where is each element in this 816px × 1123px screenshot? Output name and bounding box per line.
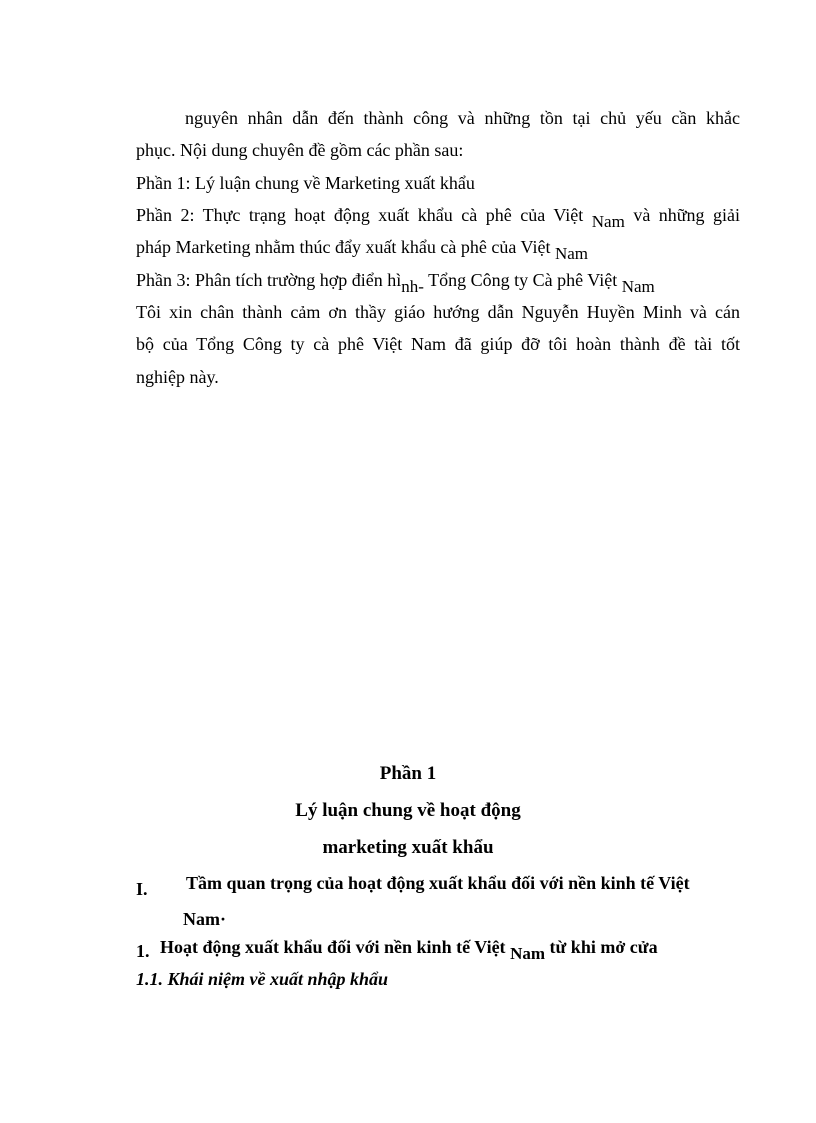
part-1-item: Phần 1: Lý luận chung về Marketing xuất khẩu [136,173,475,193]
section-number: I. [136,879,148,899]
section-title-line-1: Tầm quan trọng của hoạt động xuất khẩu đối với nền kinh tế Việt [186,873,690,893]
chapter-title-line-1: Lý luận chung về hoạt động [295,800,521,821]
intro-paragraph-line-1: nguyên nhân dẫn đến thành công và những tồn tại chủ yếu cần khắc [185,108,740,128]
chapter-title-line-2: marketing xuất khẩu [322,837,494,858]
thanks-paragraph-line-3: nghiệp này. [136,367,219,387]
chapter-heading: Phần 1 [379,763,437,784]
part-3-item: Phần 3: Phân tích trường hợp điển hình- Tổng Công ty Cà phê Việt Nam [136,270,655,296]
part-2-item-line-1: Phần 2: Thực trạng hoạt động xuất khẩu cà phê của Việt Nam và những giải [136,205,741,231]
subsection-number: 1. [136,941,150,961]
thanks-paragraph-line-2: bộ của Tổng Công ty cà phê Việt Nam đã giúp đỡ tôi hoàn thành đề tài tốt [136,334,740,354]
part-2-item-line-2: pháp Marketing nhằm thúc đẩy xuất khẩu cà phê của Việt Nam [136,237,588,263]
thanks-paragraph-line-1: Tôi xin chân thành cảm ơn thầy giáo hướng dẫn Nguyễn Huyền Minh và cán [136,302,740,322]
subsubsection-title: 1.1. Khái niệm về xuất nhập khẩu [136,969,389,989]
intro-paragraph-line-2: phục. Nội dung chuyên đề gồm các phần sau: [136,140,464,160]
subsection-title: Hoạt động xuất khẩu đối với nền kinh tế Việt Nam từ khi mở cửa [160,937,658,963]
section-title-line-2: Nam· [183,909,226,929]
